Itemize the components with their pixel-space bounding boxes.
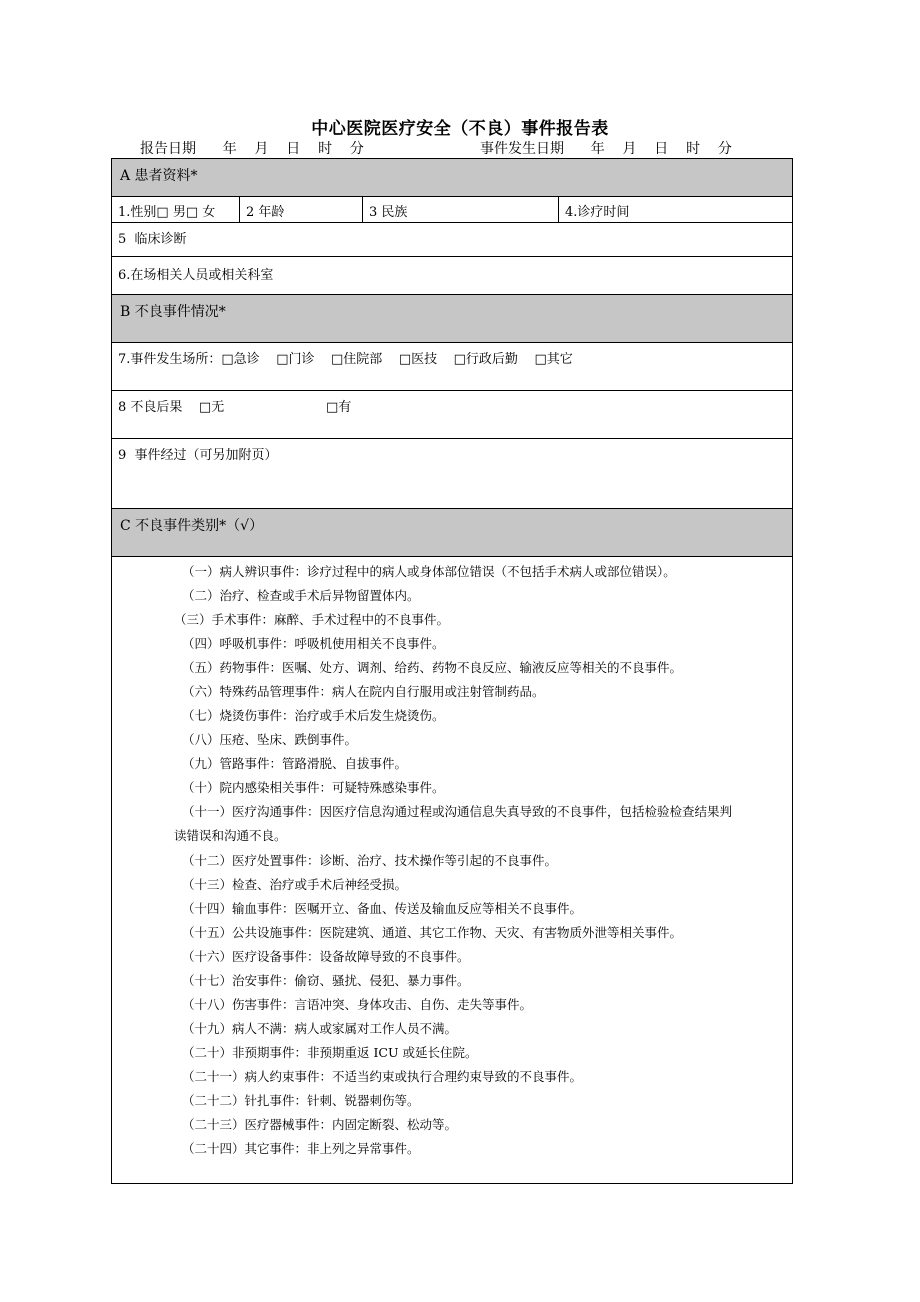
category-item[interactable]: （九）管路事件：管路滑脱、自拔事件。	[182, 756, 408, 771]
category-item[interactable]: （二十二）针扎事件：针刺、锐器刺伤等。	[182, 1093, 420, 1108]
category-item[interactable]: （十四）输血事件：医嘱开立、备血、传送及输血反应等相关不良事件。	[182, 901, 583, 916]
location-field[interactable]	[112, 343, 792, 391]
event-date-field[interactable]: 事件发生日期 年 月 日 时 分	[480, 141, 732, 157]
category-item[interactable]: （十二）医疗处置事件：诊断、治疗、技术操作等引起的不良事件。	[182, 853, 558, 868]
category-item[interactable]: （一）病人辨识事件：诊疗过程中的病人或身体部位错误（不包括手术病人或部位错误）。	[182, 564, 676, 579]
category-item[interactable]: （六）特殊药品管理事件：病人在院内自行服用或注射管制药品。	[182, 684, 545, 699]
patient-info-row	[112, 197, 792, 223]
form-title: 中心医院医疗安全（不良）事件报告表	[311, 119, 609, 139]
section-c-label: C 不良事件类别*（√）	[120, 518, 264, 534]
consequence-yes-option[interactable]: □有	[326, 400, 352, 415]
category-item[interactable]: （七）烧烫伤事件：治疗或手术后发生烧烫伤。	[182, 708, 445, 723]
gender-field[interactable]	[112, 197, 239, 222]
category-item[interactable]: （二十三）医疗器械事件：内固定断裂、松动等。	[182, 1117, 458, 1132]
consequence-no-option[interactable]: 8 不良后果 □无	[118, 400, 225, 415]
category-item[interactable]: （十六）医疗设备事件：设备故障导致的不良事件。	[182, 949, 470, 964]
category-item[interactable]: （三）手术事件：麻醉、手术过程中的不良事件。	[174, 612, 450, 627]
gender-label: 1.性别□ 男□ 女	[118, 205, 216, 220]
category-item[interactable]: （十）院内感染相关事件：可疑特殊感染事件。	[182, 780, 445, 795]
category-item[interactable]: （二十）非预期事件：非预期重返 ICU 或延长住院。	[182, 1045, 478, 1060]
consequence-field[interactable]	[112, 391, 792, 439]
category-item[interactable]: （十八）伤害事件：言语冲突、身体攻击、自伤、走失等事件。	[182, 997, 533, 1012]
section-b-header	[112, 295, 792, 343]
age-field[interactable]	[239, 197, 362, 222]
category-item[interactable]: （十九）病人不满：病人或家属对工作人员不满。	[182, 1021, 458, 1036]
category-item[interactable]: （八）压疮、坠床、跌倒事件。	[182, 732, 358, 747]
staff-field[interactable]	[112, 257, 792, 295]
visit-time-label: 4.诊疗时间	[565, 205, 630, 220]
visit-time-field[interactable]	[558, 197, 792, 222]
section-b-label: B 不良事件情况*	[120, 304, 226, 320]
category-item[interactable]: （二）治疗、检查或手术后异物留置体内。	[182, 588, 420, 603]
category-item[interactable]: （十一）医疗沟通事件：因医疗信息沟通过程或沟通信息失真导致的不良事件，包括检验检查结果判	[182, 804, 733, 819]
age-label: 2 年龄	[246, 205, 285, 220]
category-item-continued: 读错误和沟通不良。	[174, 828, 287, 843]
section-a-header	[112, 159, 792, 197]
report-date-field[interactable]: 报告日期 年 月 日 时 分	[140, 141, 364, 157]
diagnosis-label: 5 临床诊断	[118, 232, 187, 247]
category-item[interactable]: （十三）检查、治疗或手术后神经受损。	[182, 877, 408, 892]
category-item[interactable]: （五）药物事件：医嘱、处方、调剂、给药、药物不良反应、输液反应等相关的不良事件。	[182, 660, 683, 675]
report-form	[111, 158, 793, 1184]
ethnicity-label: 3 民族	[369, 205, 408, 220]
category-item[interactable]: （十五）公共设施事件：医院建筑、通道、其它工作物、天灾、有害物质外泄等相关事件。	[182, 925, 683, 940]
category-item[interactable]: （二十四）其它事件：非上列之异常事件。	[182, 1141, 420, 1156]
section-c-header	[112, 509, 792, 557]
location-options[interactable]: 7.事件发生场所：□急诊 □门诊 □住院部 □医技 □行政后勤 □其它	[118, 352, 573, 367]
ethnicity-field[interactable]	[362, 197, 558, 222]
process-field[interactable]	[112, 439, 792, 509]
category-item[interactable]: （二十一）病人约束事件：不适当约束或执行合理约束导致的不良事件。	[182, 1069, 583, 1084]
category-item[interactable]: （四）呼吸机事件：呼吸机使用相关不良事件。	[182, 636, 445, 651]
staff-label: 6.在场相关人员或相关科室	[118, 268, 274, 283]
section-a-label: A 患者资料*	[120, 168, 198, 184]
category-item[interactable]: （十七）治安事件：偷窃、骚扰、侵犯、暴力事件。	[182, 973, 470, 988]
process-label: 9 事件经过（可另加附页）	[118, 448, 278, 463]
diagnosis-field[interactable]	[112, 223, 792, 257]
